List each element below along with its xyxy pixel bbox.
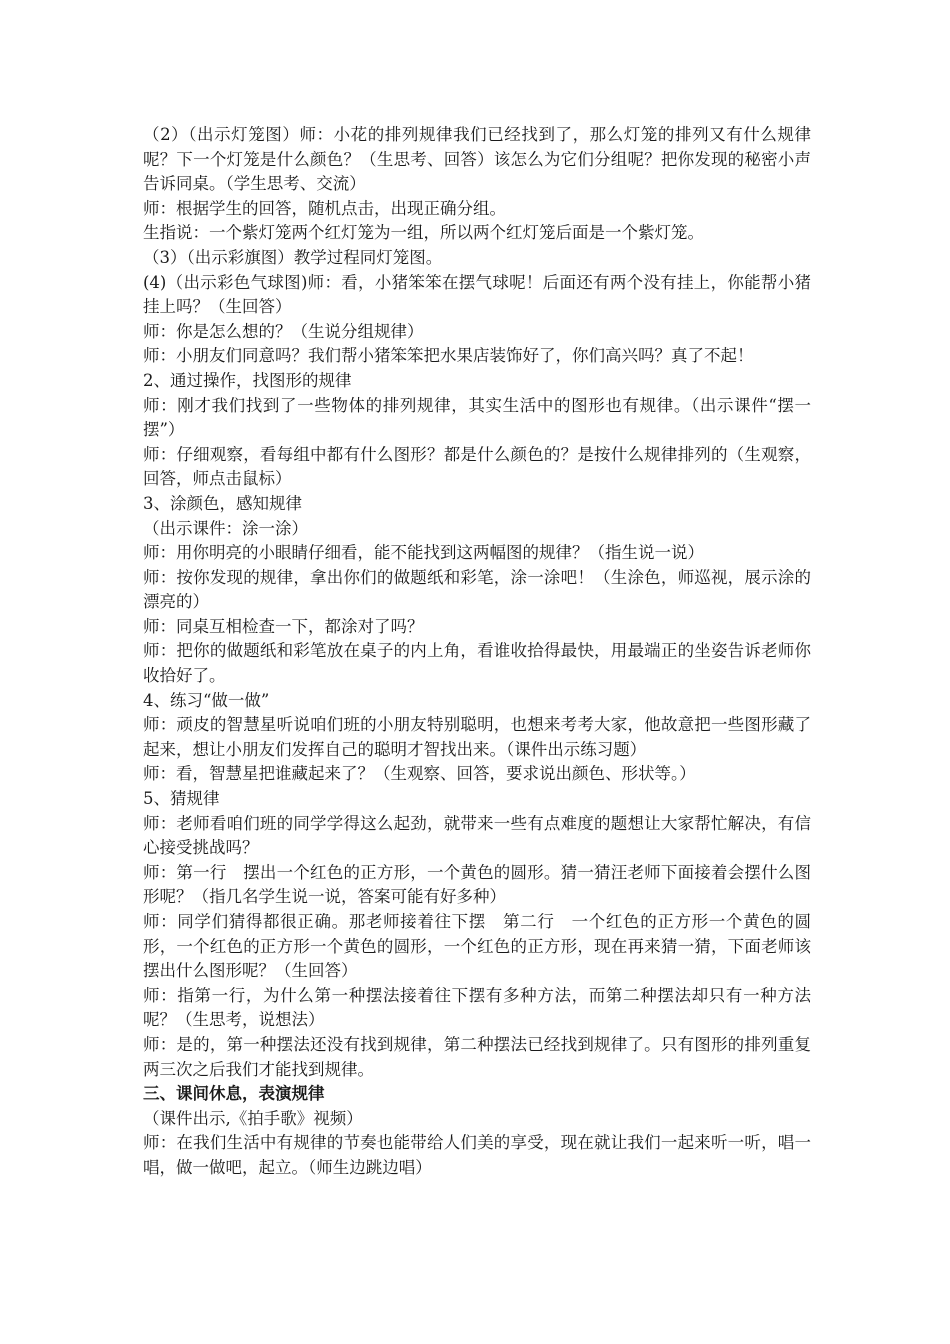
paragraph: 师：小朋友们同意吗？我们帮小猪笨笨把水果店装饰好了，你们高兴吗？真了不起！ [143,346,754,366]
paragraph: （出示课件：涂一涂） [143,518,308,538]
section-subheading: 3、涂颜色，感知规律 [143,493,302,513]
paragraph: 师：第一行 摆出一个红色的正方形，一个黄色的圆形。猜一猜汪老师下面接着会摆什么图形呢？（指几名学生说一说，答案可能有好多种） [143,862,811,907]
paragraph: 师：同桌互相检查一下，都涂对了吗？ [143,616,424,636]
paragraph: 师：是的，第一种摆法还没有找到规律，第二种摆法已经找到规律了。只有图形的排列重复两三次之后我们才能找到规律。 [143,1034,811,1079]
paragraph: 师：把你的做题纸和彩笔放在桌子的内上角，看谁收拾得最快，用最端正的坐姿告诉老师你收拾好了。 [143,641,811,686]
paragraph: 师：同学们猜得都很正确。那老师接着往下摆 第二行 一个红色的正方形一个黄色的圆形，一个红色的正方形一个黄色的圆形，一个红色的正方形，现在再来猜一猜，下面老师该摆出什么图形呢？（生回答） [143,912,811,981]
paragraph: 师：仔细观察，看每组中都有什么图形？都是什么颜色的？是按什么规律排列的（生观察，回答，师点击鼠标） [143,444,811,489]
paragraph: 师：在我们生活中有规律的节奏也能带给人们美的享受，现在就让我们一起来听一听，唱一唱，做一做吧，起立。（师生边跳边唱） [143,1133,811,1177]
paragraph: （课件出示,《拍手歌》视频） [143,1108,363,1128]
paragraph: 师：顽皮的智慧星听说咱们班的小朋友特别聪明，也想来考考大家，他故意把一些图形藏了起来，想让小朋友们发挥自己的聪明才智找出来。（课件出示练习题） [143,715,811,759]
paragraph: 生指说：一个紫灯笼两个红灯笼为一组，所以两个红灯笼后面是一个紫灯笼。 [143,223,704,243]
paragraph: 师：用你明亮的小眼睛仔细看，能不能找到这两幅图的规律？（指生说一说） [143,543,704,563]
paragraph: 师：刚才我们找到了一些物体的排列规律，其实生活中的图形也有规律。（出示课件“摆一摆”） [143,395,811,440]
section-subheading: 5、猜规律 [143,789,220,809]
paragraph: 师：看，智慧星把谁藏起来了？（生观察、回答，要求说出颜色、形状等。） [143,764,696,784]
paragraph: 师：按你发现的规律，拿出你们的做题纸和彩笔，涂一涂吧！（生涂色，师巡视，展示涂的漂亮的） [143,567,811,612]
paragraph: (4)（出示彩色气球图)师：看，小猪笨笨在摆气球呢！后面还有两个没有挂上，你能帮小猪挂上吗？（生回答） [143,272,811,317]
section-heading: 三、课间休息，表演规律 [143,1084,325,1104]
section-subheading: 2、通过操作，找图形的规律 [143,370,352,390]
paragraph: 师：指第一行，为什么第一种摆法接着往下摆有多种方法，而第二种摆法却只有一种方法呢？（生思考，说想法） [143,985,811,1030]
paragraph: （3）（出示彩旗图）教学过程同灯笼图。 [143,247,443,267]
paragraph: 师：老师看咱们班的同学学得这么起劲，就带来一些有点难度的题想让大家帮忙解决，有信心接受挑战吗？ [143,813,811,858]
paragraph: 师：你是怎么想的？（生说分组规律） [143,321,424,341]
paragraph: 师：根据学生的回答，随机点击，出现正确分组。 [143,198,506,218]
section-subheading: 4、练习“做一做” [143,690,270,710]
document-page [143,123,811,1181]
paragraph: （2）（出示灯笼图）师：小花的排列规律我们已经找到了，那么灯笼的排列又有什么规律呢？下一个灯笼是什么颜色？（生思考、回答）该怎么为它们分组呢？把你发现的秘密小声告诉同桌。（学生思考、交流） [143,125,811,194]
